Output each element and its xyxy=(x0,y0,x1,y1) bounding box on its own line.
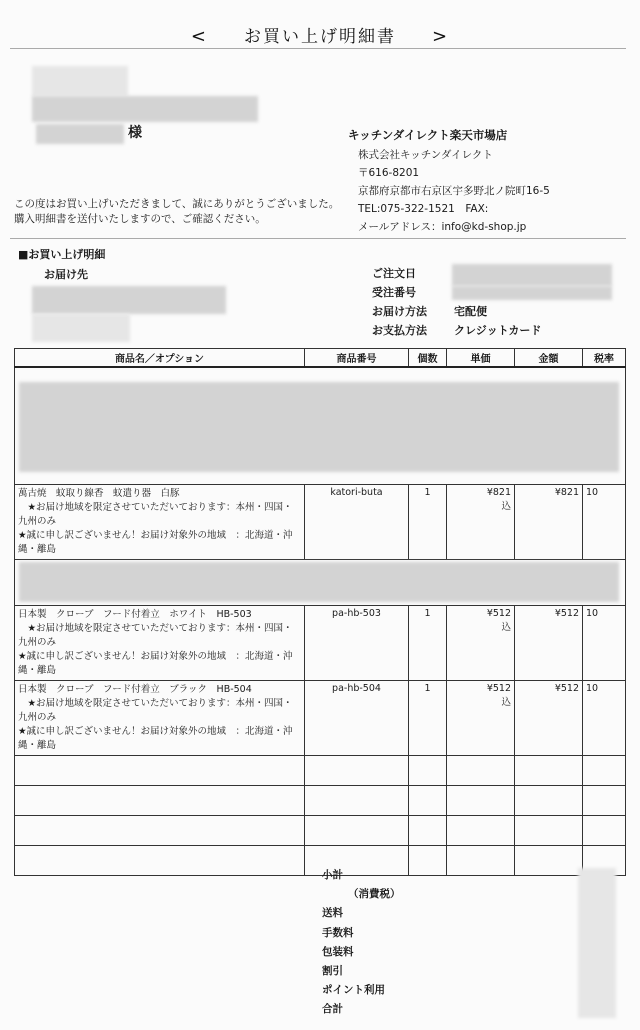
item-tax-rate: 10 xyxy=(583,484,626,559)
item-tax-rate: 10 xyxy=(583,605,626,680)
item-name: 萬古焼 蚊取り線香 蚊遣り器 白豚 xyxy=(18,487,180,499)
header-amount: 金額 xyxy=(515,349,583,368)
honorific: 様 xyxy=(128,125,142,141)
item-code: pa-hb-503 xyxy=(305,605,409,680)
item-amount: ¥512 xyxy=(515,680,583,755)
unit-price-value: ¥512 xyxy=(486,682,511,694)
item-note: ★誠に申し訳ございません！お届け対象外の地域 ：北海道・沖縄・離島 xyxy=(18,529,293,555)
item-qty: 1 xyxy=(409,680,447,755)
item-description xyxy=(15,680,305,755)
consumption-tax-label: （消費税） xyxy=(348,888,401,901)
redacted-customer-line1 xyxy=(32,66,128,96)
item-name: 日本製 クローブ フード付着立 ブラック HB-504 xyxy=(18,683,252,695)
empty-row xyxy=(15,785,626,815)
unit-price-value: ¥821 xyxy=(486,486,511,498)
item-note: ★誠に申し訳ございません！お届け対象外の地域 ：北海道・沖縄・離島 xyxy=(18,650,293,676)
greeting xyxy=(14,197,339,227)
item-name: 日本製 クローブ フード付着立 ホワイト HB-503 xyxy=(18,608,252,620)
shop-email: メールアドレス：info@kd-shop.jp xyxy=(358,221,527,233)
wrapping-label: 包装料 xyxy=(322,945,354,958)
redacted-order-number xyxy=(452,286,612,300)
unit-price-value: ¥512 xyxy=(486,607,511,619)
redacted-destination-1 xyxy=(32,286,226,314)
payment-method-row xyxy=(372,321,541,340)
item-unit-price xyxy=(447,680,515,755)
shop-address: 京都府京都市右京区宇多野北ノ院町16-5 xyxy=(358,185,550,197)
header-unit: 単価 xyxy=(447,349,515,368)
discount-label: 割引 xyxy=(322,965,343,978)
title-text: お買い上げ明細書 xyxy=(244,27,396,47)
payment-method-label: お支払方法 xyxy=(372,324,427,337)
payment-method-value: クレジットカード xyxy=(454,324,542,337)
item-description xyxy=(15,484,305,559)
delivery-method-value: 宅配便 xyxy=(454,305,487,318)
item-note: ★誠に申し訳ございません！お届け対象外の地域 ：北海道・沖縄・離島 xyxy=(18,725,293,751)
item-code: pa-hb-504 xyxy=(305,680,409,755)
subtotal-label: 小計 xyxy=(322,869,343,881)
redacted-order-date xyxy=(452,264,612,286)
redacted-totals xyxy=(578,868,616,1018)
header-code: 商品番号 xyxy=(305,349,409,368)
redacted-customer-name xyxy=(36,124,124,144)
section-title: ■お買い上げ明細 xyxy=(18,248,106,261)
header-qty: 個数 xyxy=(409,349,447,368)
shop-name: キッチンダイレクト楽天市場店 xyxy=(348,128,508,142)
section-divider xyxy=(10,238,626,239)
shop-info xyxy=(348,126,550,236)
item-note: ★お届け地域を限定させていただいております：本州・四国・九州のみ xyxy=(18,501,293,527)
points-label: ポイント利用 xyxy=(322,984,385,997)
item-qty: 1 xyxy=(409,605,447,680)
redacted-customer-line2 xyxy=(32,96,258,122)
item-description xyxy=(15,605,305,680)
item-note: ★お届け地域を限定させていただいております：本州・四国・九州のみ xyxy=(18,697,293,723)
shop-tel: TEL:075-322-1521 FAX: xyxy=(358,203,489,215)
shop-company: 株式会社キッチンダイレクト xyxy=(358,149,493,161)
item-amount: ¥512 xyxy=(515,605,583,680)
empty-row xyxy=(15,755,626,785)
header-tax: 税率 xyxy=(583,349,626,368)
items-table xyxy=(14,348,626,876)
destination-label: お届け先 xyxy=(44,268,88,281)
table-row xyxy=(15,605,626,680)
totals xyxy=(322,866,401,1020)
table-row xyxy=(15,680,626,755)
title-divider xyxy=(10,48,626,49)
grand-total-label: 合計 xyxy=(322,1003,343,1016)
header-name: 商品名／オプション xyxy=(15,349,305,368)
redacted-destination-2 xyxy=(32,314,130,342)
title-bracket-left: < xyxy=(190,26,208,47)
redacted-item-content xyxy=(19,382,619,472)
delivery-method-row xyxy=(372,302,541,321)
unit-price-taxin: 込 xyxy=(501,696,511,708)
item-note: ★お届け地域を限定させていただいております：本州・四国・九州のみ xyxy=(18,622,293,648)
item-amount: ¥821 xyxy=(515,484,583,559)
greeting-line1: この度はお買い上げいただきまして、誠にありがとうございました。 xyxy=(14,198,340,210)
table-header-row xyxy=(15,349,626,368)
shop-postal: 〒616-8201 xyxy=(358,167,420,179)
item-tax-rate: 10 xyxy=(583,680,626,755)
fee-label: 手数料 xyxy=(322,926,354,939)
unit-price-taxin: 込 xyxy=(501,500,511,512)
item-unit-price xyxy=(447,484,515,559)
item-unit-price xyxy=(447,605,515,680)
item-code: katori-buta xyxy=(305,484,409,559)
title-bracket-right: > xyxy=(432,26,450,47)
redacted-item-row xyxy=(15,559,626,605)
unit-price-taxin: 込 xyxy=(501,621,511,633)
empty-row xyxy=(15,815,626,845)
item-qty: 1 xyxy=(409,484,447,559)
greeting-line2: 購入明細書を送付いたしますので、ご確認ください。 xyxy=(14,213,266,225)
redacted-item-row xyxy=(15,367,626,484)
shipping-label: 送料 xyxy=(322,907,343,920)
delivery-method-label: お届け方法 xyxy=(372,305,427,318)
order-date-label: ご注文日 xyxy=(372,267,416,280)
order-number-label: 受注番号 xyxy=(372,286,416,299)
empty-row xyxy=(15,845,626,875)
document-title xyxy=(0,22,640,47)
table-row xyxy=(15,484,626,559)
redacted-item-content xyxy=(19,562,619,602)
